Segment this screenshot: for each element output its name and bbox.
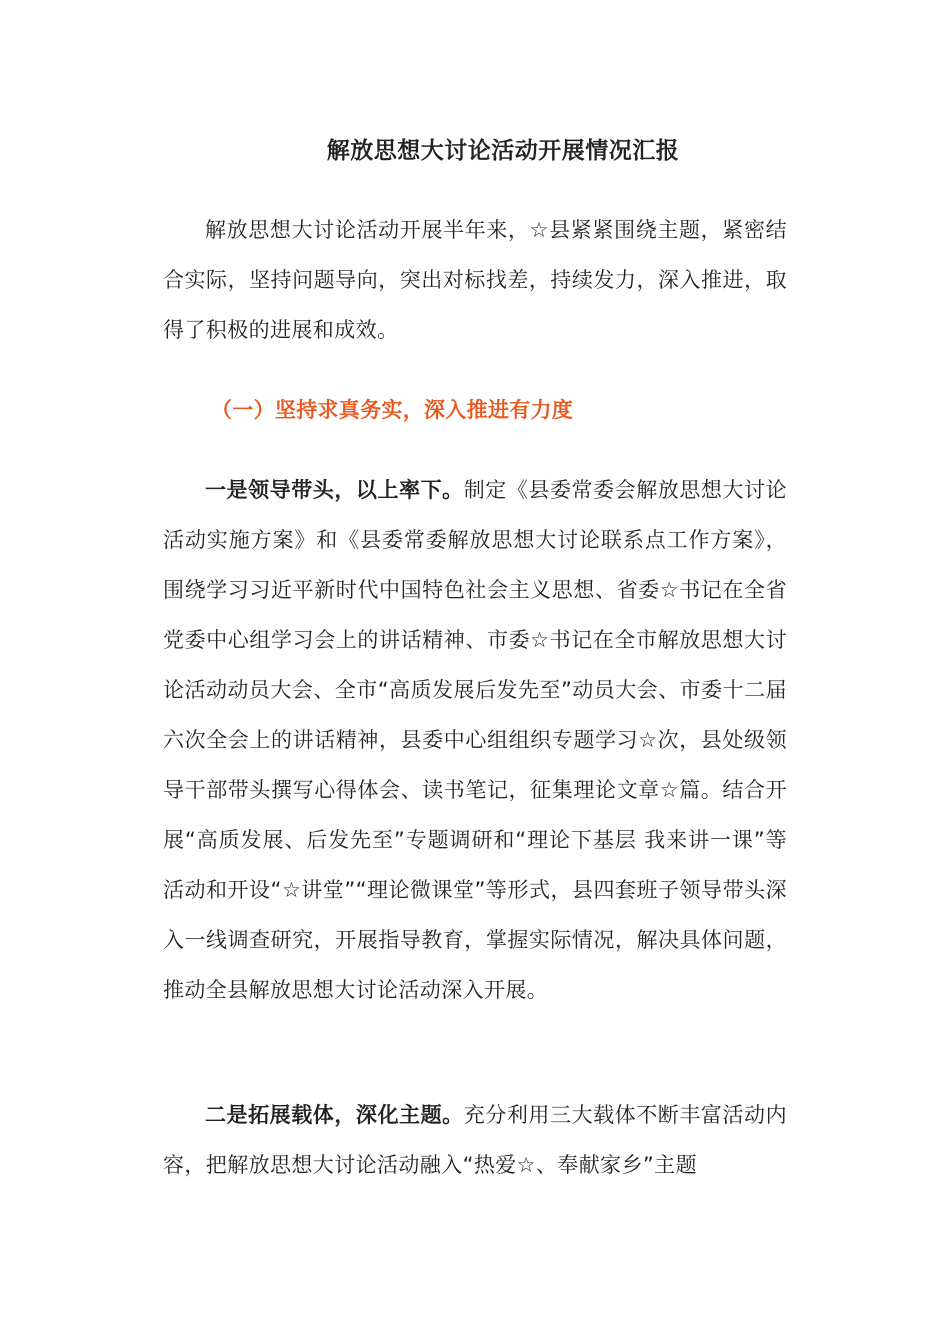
document-title: 解放思想大讨论活动开展情况汇报 (326, 138, 680, 164)
paragraph-item-1-body: 制定《县委常委会解放思想大讨论活动实施方案》和《县委常委解放思想大讨论联系点工作方案》，围绕学习习近平新时代中国特色社会主义思想、省委☆书记在全省党委中心组学习会上的讲话精神、市委☆书记在全市解放思想大讨论活动动员大会、全市“高质发展后发先至”动员大会、市委十二届六次全会上的讲话精神，县委中心组组织专题学习☆次，县处级领导干部带头撰写心得体会、读书笔记，征集理论文章☆篇。结合开展“高质发展、后发先至”专题调研和“理论下基层 我来讲一课”等活动和开设“☆讲堂”“理论微课堂”等形式，县四套班子领导带头深入一线调查研究，开展指导教育，掌握实际情况，解决具体问题，推动全县解放思想大讨论活动深入开展。 (163, 478, 787, 1002)
section-heading: （一）坚持求真务实，深入推进有力度 (211, 398, 574, 422)
paragraph-item-2-lead: 二是拓展载体，深化主题。 (205, 1103, 464, 1127)
paragraph-item-2 (163, 1090, 787, 1190)
paragraph-item-2-body: 充分利用三大载体不断丰富活动内容，把解放思想大讨论活动融入“热爱☆、奉献家乡”主题 (163, 1103, 787, 1177)
paragraph-item-1-lead: 一是领导带头，以上率下。 (205, 478, 464, 502)
paragraph-item-1 (163, 465, 787, 1015)
intro-paragraph: 解放思想大讨论活动开展半年来，☆县紧紧围绕主题，紧密结合实际，坚持问题导向，突出对标找差，持续发力，深入推进，取得了积极的进展和成效。 (163, 218, 787, 342)
